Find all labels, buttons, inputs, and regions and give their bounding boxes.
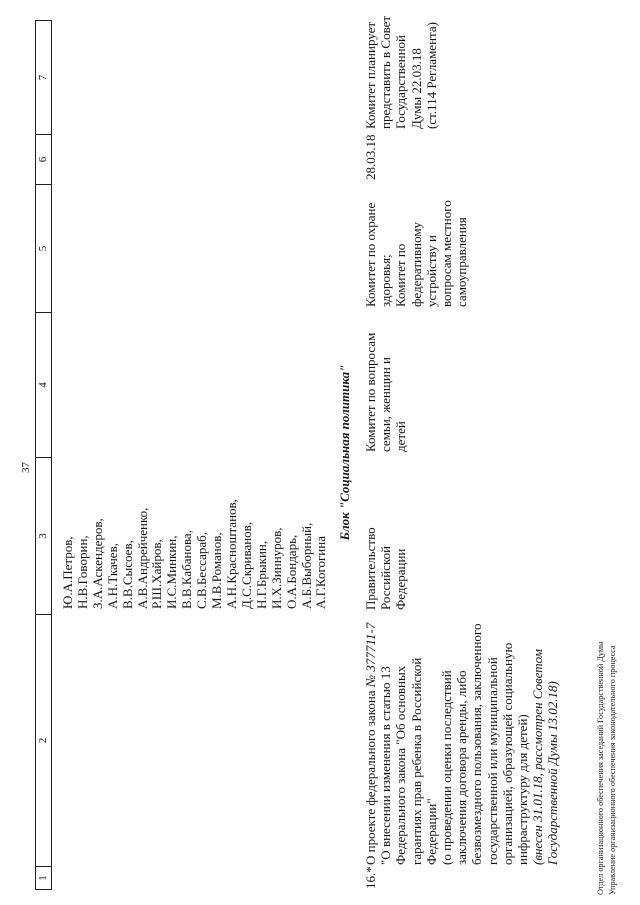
bill-status-line: (внесен 31.01.18, рассмотрен Советом [530, 649, 546, 865]
description-line: заключения договора аренды, либо [454, 670, 470, 865]
responsible-committee-cell [363, 333, 409, 452]
description-line: безвозмездного пользования, заключенного [469, 623, 485, 865]
name-line: А.Н.Красноштанов, [223, 499, 239, 609]
committee-line: устройству и [423, 235, 439, 307]
description-line: государственной или муниципальной [484, 657, 500, 865]
description-line: инфраструктуру для детей) [515, 714, 531, 865]
name-line: Ю.А.Петров, [60, 536, 75, 609]
description-line: гарантиях прав ребенка в Российской [408, 657, 424, 865]
name-line: С.В.Бессараб, [194, 531, 210, 609]
column-number-7: 7 [37, 74, 49, 81]
note-cell [363, 16, 439, 129]
initiator-line: Российской [378, 545, 394, 610]
name-line: Д.С.Скриванов, [238, 521, 254, 609]
committee-line: федеративному [408, 221, 424, 307]
note-line: Думы 22.03.18 [408, 48, 424, 129]
description-line: "О внесении изменения в статью 13 [378, 666, 394, 865]
column-number-2: 2 [36, 614, 51, 866]
deadline-date: 28.03.18 [363, 134, 378, 180]
name-line: Н.Г.Брыкин, [253, 540, 269, 609]
footer-department: Отдел организационного обеспечения заседаний Государственной Думы [596, 641, 605, 895]
name-line: Н.В.Говорин, [74, 535, 90, 609]
note-line: (ст.114 Регламента) [423, 22, 439, 129]
committee-line: Комитет по охране [363, 202, 378, 307]
column-number-3: 3 [36, 457, 51, 614]
committee-line: здоровья; [378, 254, 394, 307]
name-line: А.Г.Когогина [313, 536, 329, 609]
name-line: О.А.Бондарь, [283, 534, 299, 609]
row-number: 16.* [363, 866, 378, 889]
name-line: М.В.Романов, [209, 532, 225, 609]
name-line: И.Х.Зиннуров, [268, 527, 284, 609]
name-line: И.С.Минкин, [164, 535, 180, 609]
column-number-5: 5 [36, 184, 51, 312]
committee-line: детей [393, 421, 409, 452]
description-line: (о проведении оценки последствий [439, 670, 455, 865]
committee-line: самоуправления [454, 217, 470, 307]
committee-line: Комитет по [393, 243, 409, 307]
footer-directorate: Управление организационного обеспечения законодательного процесса [608, 645, 617, 895]
description-line [363, 623, 378, 865]
note-line: представить в Совет [378, 15, 394, 129]
bill-title-intro: О проекте федерального закона [363, 690, 378, 865]
committee-line: семьи, женщин и [378, 357, 394, 452]
committee-line: вопросам местного [439, 200, 455, 307]
name-line: А.В.Андрейченко, [134, 507, 150, 609]
description-line: Федерального закона "Об основных [393, 665, 409, 865]
name-line: А.Н.Ткачев, [104, 543, 120, 609]
bill-status-line: Государственной Думы 13.02.18) [545, 681, 561, 865]
column-number-4: 4 [36, 312, 51, 457]
name-line: В.В.Сысоев, [119, 540, 135, 609]
description-line: организацией, образующей социальную [499, 642, 515, 865]
initiator-line: Правительство [363, 527, 378, 610]
bill-number: № 377711-7 [363, 622, 378, 688]
page-footer [595, 641, 619, 895]
description-line: Федерации" [423, 798, 439, 865]
committee-line: Комитет по вопросам [363, 332, 378, 452]
page-number: 37 [20, 462, 32, 473]
name-line: З.А.Аскендеров, [89, 518, 105, 609]
name-line: А.Б.Выборный, [298, 522, 314, 609]
initiator-cell [363, 527, 409, 610]
co-executor-committees-cell [363, 200, 469, 307]
name-line: Р.Ш.Хайров, [149, 539, 165, 609]
note-line: Государственной [393, 34, 409, 129]
initiator-line: Федерации [393, 548, 409, 610]
deputies-names-list [61, 499, 329, 609]
bill-description [363, 623, 561, 865]
column-number-1: 1 [36, 866, 51, 889]
column-number-6: 6 [36, 134, 51, 184]
name-line: В.В.Кабанова, [179, 530, 195, 609]
note-line: Комитет планирует [363, 21, 378, 129]
section-title: Блок "Социальная политика" [337, 364, 352, 541]
table-header-row [35, 20, 52, 890]
